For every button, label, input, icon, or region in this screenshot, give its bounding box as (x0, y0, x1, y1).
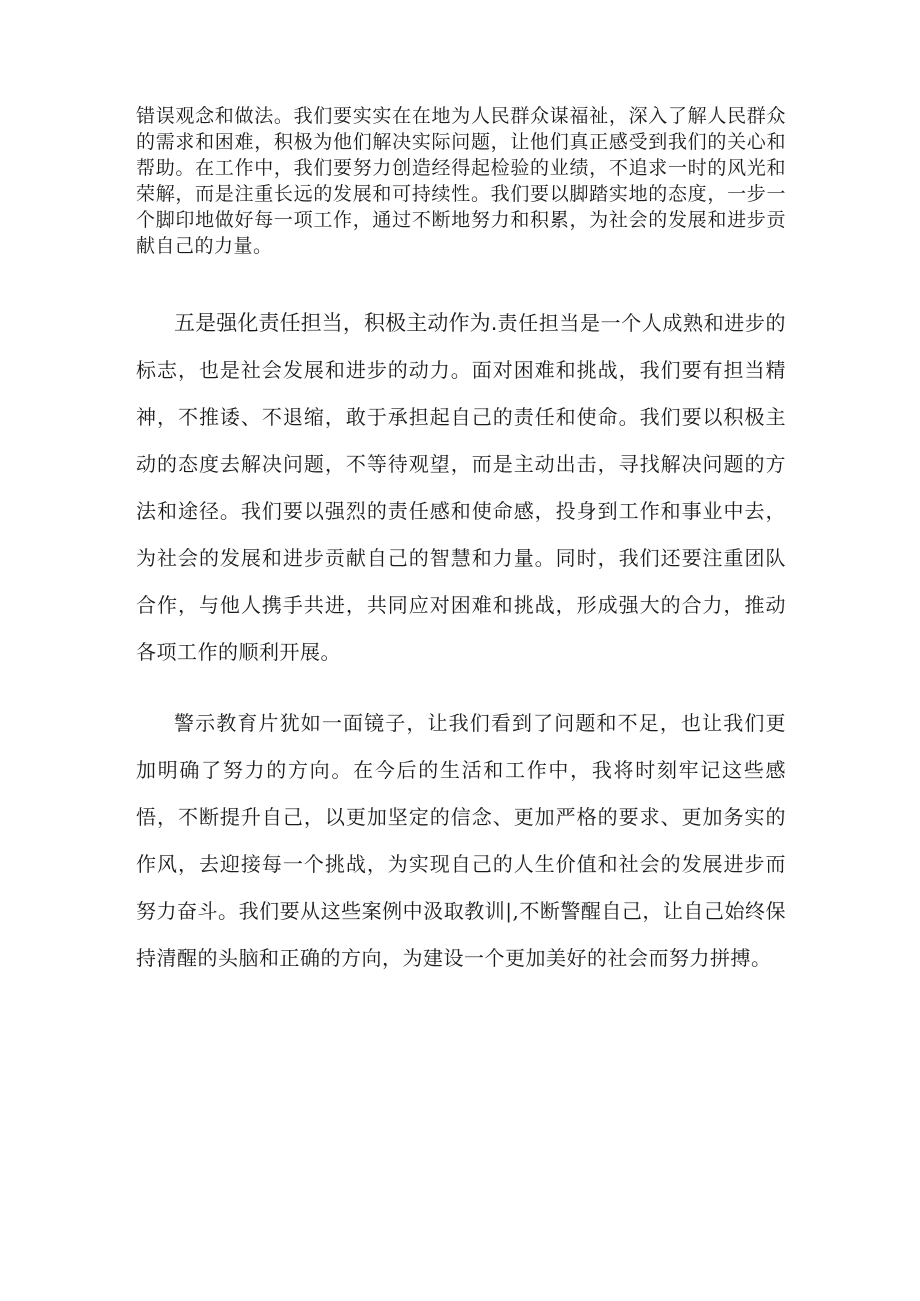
section-heading-five: 五是强化责任担当，积极主动作为. (174, 311, 498, 335)
paragraph-2 (136, 300, 786, 676)
paragraph-2-body: 责任担当是一个人成熟和进步的标志，也是社会发展和进步的动力。面对困难和挑战，我们要有担当精神，不推诿、不退缩，敢于承担起自己的责任和使命。我们要以积极主动的态度去解决问题，不等待观望，而是主动出击，寻找解决问题的方法和途径。我们要以强烈的责任感和使命感，投身到工作和事业中去，为社会的发展和进步贡献自己的智慧和力量。同时，我们还要注重团队合作，与他人携手共进，共同应对困难和挑战，形成强大的合力，推动各项工作的顺利开展。 (136, 311, 786, 664)
paragraph-1: 错误观念和做法。我们要实实在在地为人民群众谋福祉，深入了解人民群众的需求和困难，积极为他们解决实际问题，让他们真正感受到我们的关心和帮助。在工作中，我们要努力创造经得起检验的业绩，不追求一时的风光和荣解，而是注重长远的发展和可持续性。我们要以脚踏实地的态度，一步一个脚印地做好每一项工作，通过不断地努力和积累，为社会的发展和进步贡献自己的力量。 (136, 105, 786, 257)
paragraph-3: 警示教育片犹如一面镜子，让我们看到了问题和不足，也让我们更加明确了努力的方向。在今后的生活和工作中，我将时刻牢记这些感悟，不断提升自己，以更加坚定的信念、更加严格的要求、更加务实的作风，去迎接每一个挑战，为实现自己的人生价值和社会的发展进步而努力奋斗。我们要从这些案例中汲取教训|,不断警醒自己，让自己始终保持清醒的头脑和正确的方向，为建设一个更加美好的社会而努力拼搏。 (136, 711, 786, 970)
